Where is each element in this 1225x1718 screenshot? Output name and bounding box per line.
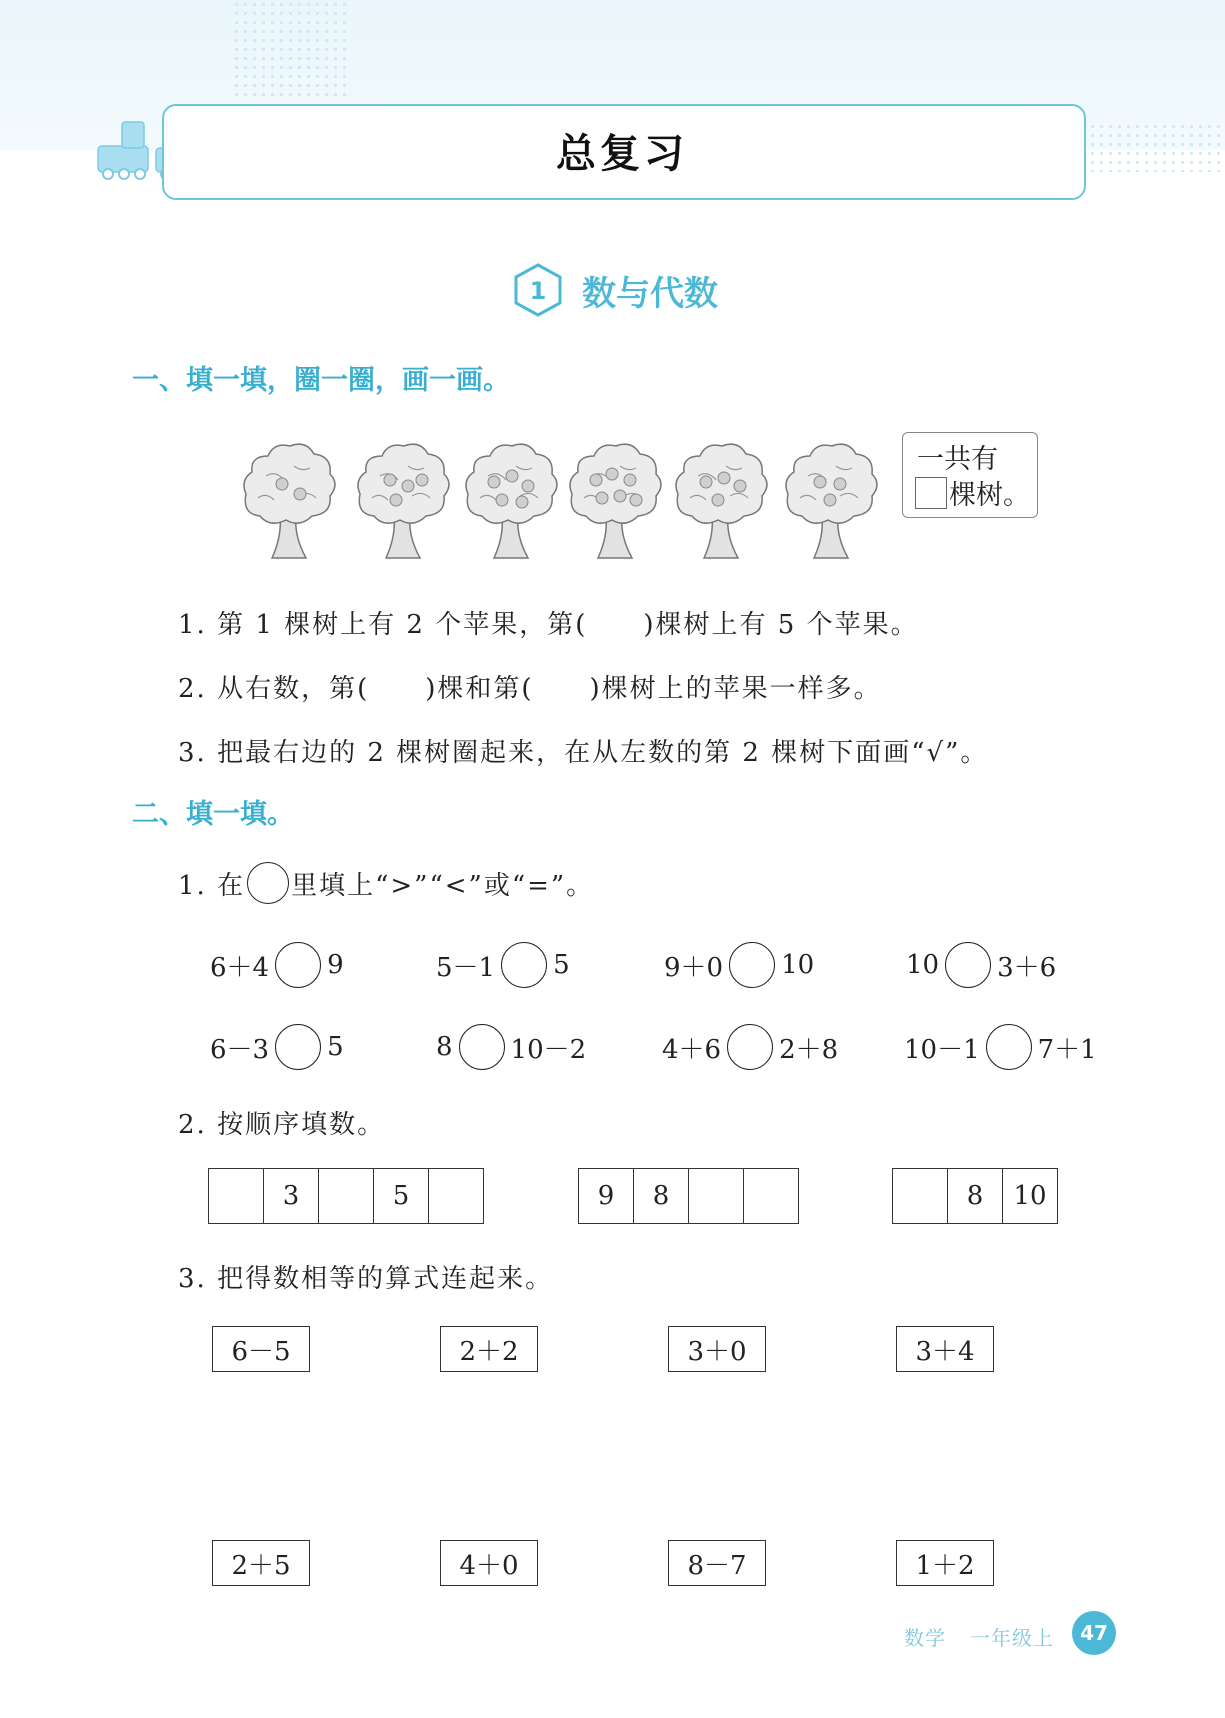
top-expression-1[interactable]: 6－5: [212, 1326, 310, 1372]
sequence-row-3: [892, 1168, 1058, 1224]
comparison-right: 2＋8: [779, 1034, 839, 1065]
section-number-badge: [510, 262, 566, 318]
comparison-left: 10: [906, 950, 940, 980]
comparison-answer-circle[interactable]: [275, 942, 321, 988]
count-box-line2: 棵树。: [949, 480, 1030, 511]
comparison-answer-circle[interactable]: [729, 942, 775, 988]
comparison-6: [436, 1024, 586, 1070]
sequence-row-2: [578, 1168, 799, 1224]
comparison-left: 8: [436, 1032, 453, 1062]
comparison-left: 9＋0: [664, 952, 724, 983]
comparison-answer-circle[interactable]: [945, 942, 991, 988]
comparison-answer-circle[interactable]: [501, 942, 547, 988]
comparison-left: 5－1: [436, 952, 496, 983]
sequence-cell[interactable]: [689, 1169, 744, 1223]
part1-heading: 一、填一填，圈一圈，画一画。: [132, 365, 510, 396]
comparison-5: [210, 1024, 344, 1070]
page-title: 总复习: [556, 130, 688, 177]
sequence-cell[interactable]: [744, 1169, 798, 1223]
tree-4: [562, 436, 666, 564]
comparison-answer-circle[interactable]: [727, 1024, 773, 1070]
tree-count-box: [902, 432, 1038, 518]
comparison-right: 3＋6: [997, 952, 1057, 983]
sequence-cell: 10: [1013, 1181, 1047, 1211]
section-number: 1: [529, 277, 547, 305]
bottom-expression-3[interactable]: 8－7: [668, 1540, 766, 1586]
sequence-row-1: [208, 1168, 484, 1224]
comparison-left: 6＋4: [210, 952, 270, 983]
comparison-1: [210, 942, 344, 988]
top-expression-3[interactable]: 3＋0: [668, 1326, 766, 1372]
comparison-right: 10－2: [510, 1034, 587, 1065]
comparison-left: 6－3: [210, 1034, 270, 1065]
comparison-3: [664, 942, 814, 988]
part2-question-1: [178, 862, 594, 904]
comparison-8: [904, 1024, 1097, 1070]
part1-question-3: 3. 把最右边的 2 棵树圈起来，在从左数的第 2 棵树下面画“√”。: [178, 738, 989, 768]
count-box-line1: 一共有: [917, 444, 998, 475]
bottom-expression-2[interactable]: 4＋0: [440, 1540, 538, 1586]
tree-6: [778, 436, 882, 564]
sequence-cell[interactable]: [429, 1169, 483, 1223]
bottom-expression-1[interactable]: 2＋5: [212, 1540, 310, 1586]
count-answer-square[interactable]: [915, 477, 947, 509]
sequence-cell: 3: [264, 1169, 319, 1223]
tree-1: [236, 436, 340, 564]
decorative-dots: [1088, 122, 1225, 172]
part1-question-2: 2. 从右数，第( )棵和第( )棵树上的苹果一样多。: [178, 674, 882, 704]
bottom-expression-4[interactable]: 1＋2: [896, 1540, 994, 1586]
comparison-right: 10: [781, 950, 815, 980]
footer-grade: 一年级上: [970, 1626, 1054, 1650]
tree-5: [668, 436, 772, 564]
comparison-answer-circle[interactable]: [459, 1024, 505, 1070]
comparison-right: 5: [327, 1032, 344, 1062]
comparison-left: 10－1: [904, 1034, 980, 1065]
sequence-cell[interactable]: [209, 1169, 264, 1223]
tree-2: [350, 436, 454, 564]
comparison-right: 9: [327, 950, 344, 980]
section-title: 数与代数: [582, 274, 718, 314]
decorative-dots: [232, 0, 352, 100]
comparison-left: 4＋6: [662, 1034, 722, 1065]
comparison-right: 7＋1: [1037, 1034, 1097, 1065]
top-expression-2[interactable]: 2＋2: [440, 1326, 538, 1372]
sequence-cell: 9: [579, 1169, 634, 1223]
top-expression-4[interactable]: 3＋4: [896, 1326, 994, 1372]
q1-suffix: 里填上“>”“<”或“=”。: [291, 870, 595, 901]
page-number: 47: [1072, 1611, 1116, 1655]
sequence-cell: 8: [948, 1169, 1003, 1223]
part2-heading: 二、填一填。: [132, 799, 294, 830]
comparison-answer-circle[interactable]: [986, 1024, 1032, 1070]
sequence-cell[interactable]: [893, 1169, 948, 1223]
sequence-cell[interactable]: [319, 1169, 374, 1223]
part2-question-2: 2. 按顺序填数。: [178, 1110, 386, 1140]
part1-question-1: 1. 第 1 棵树上有 2 个苹果，第( )棵树上有 5 个苹果。: [178, 610, 919, 640]
sequence-cell: 8: [634, 1169, 689, 1223]
footer-subject: 数学: [904, 1626, 946, 1650]
circle-symbol: [247, 862, 289, 904]
comparison-2: [436, 942, 570, 988]
tree-3: [458, 436, 562, 564]
part2-question-3: 3. 把得数相等的算式连起来。: [178, 1264, 554, 1294]
q1-prefix: 1. 在: [178, 870, 246, 901]
comparison-right: 5: [553, 950, 570, 980]
comparison-7: [662, 1024, 838, 1070]
sequence-cell: 5: [374, 1169, 429, 1223]
comparison-answer-circle[interactable]: [275, 1024, 321, 1070]
comparison-4: [906, 942, 1056, 988]
